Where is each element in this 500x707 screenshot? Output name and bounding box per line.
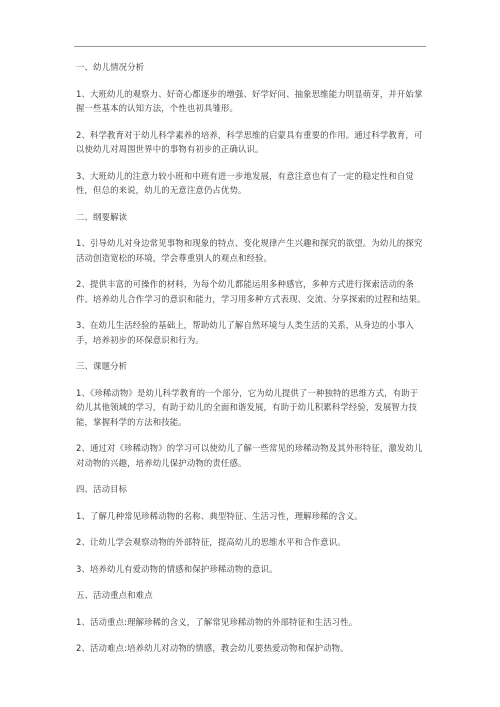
paragraph: 3、培养幼儿有爱动物的情感和保护珍稀动物的意识。 [76,563,278,574]
paragraph: 3、大班幼儿的注意力较小班和中班有进一步地发展，有意注意也有了一定的稳定性和自觉性，但总的来说，幼儿的无意注意仍占优势。 [76,170,414,195]
paragraph: 1、活动重点:理解珍稀的含义，了解常见珍稀动物的外部特征和生活习性。 [76,616,358,627]
paragraph: 2、活动难点:培养幼儿对动物的情感，教会幼儿要热爱动物和保护动物。 [76,643,349,653]
paragraph: 2、提供丰富的可操作的材料，为每个幼儿都能运用多种感官，多种方式进行探索活动的条件。培养幼儿合作学习的意识和能力，学习用多种方式表现、交流、分享探索的过程和结果。 [76,279,426,304]
paragraph: 3、在幼儿生活经验的基础上，帮助幼儿了解自然环境与人类生活的关系，从身边的小事入手，培养初步的环保意识和行为。 [76,320,414,345]
header-rule [74,46,426,47]
paragraph: 2、让幼儿学会观察动物的外部特征，提高幼儿的思维水平和合作意识。 [76,537,346,547]
paragraph: 2、通过对《珍稀动物》的学习可以使幼儿了解一些常见的珍稀动物及其外形特征，激发幼儿对动物的兴趣，培养幼儿保护动物的责任感。 [76,443,423,468]
paragraph: 1、了解几种常见珍稀动物的名称、典型特征、生活习性，理解珍稀的含义。 [76,510,363,521]
paragraph: 1、引导幼儿对身边常见事物和现象的特点、变化规律产生兴趣和探究的欲望。为幼儿的探究活动创造宽松的环境，学会尊重别人的观点和经验。 [76,238,423,263]
section-heading: 五、活动重点和难点 [76,590,153,600]
section-heading: 一、幼儿情况分析 [76,62,145,72]
section-topic-analysis [76,359,426,470]
paragraph: 2、科学教育对于幼儿科学素养的培养，科学思维的启蒙具有重要的作用。通过科学教育，可以使幼儿对周围世界中的事物有初步的正确认识。 [76,129,423,154]
section-activity-goals [76,482,426,576]
section-key-points [76,588,426,656]
section-heading: 二、纲要解读 [76,211,128,222]
section-heading: 三、课题分析 [76,361,128,371]
section-heading: 四、活动目标 [76,484,128,494]
section-outline-interpretation [76,210,426,348]
document-body [76,60,426,668]
paragraph: 1、《珍稀动物》是幼儿科学教育的一个部分，它为幼儿提供了一种独特的思维方式，有助于幼儿其他领域的学习，有助于幼儿的全面和谐发展，有助于幼儿积累科学经验，发展智力技能，掌握科学的方法和技能。 [76,387,419,427]
paragraph: 1、大班幼儿的观察力、好奇心都逐步的增强、好学好问、抽象思维能力明显萌芽，并开始掌握一些基本的认知方法，个性也初具雏形。 [76,88,423,113]
section-child-analysis [76,60,426,198]
